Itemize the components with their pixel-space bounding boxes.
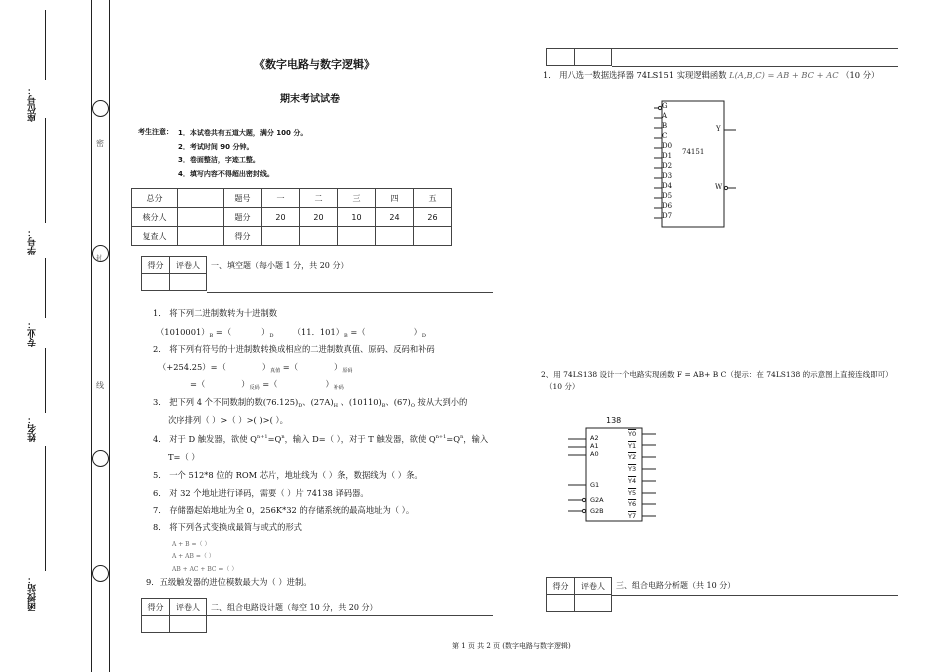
question-3 xyxy=(153,396,467,409)
q2a-close2: ） xyxy=(334,362,343,372)
question-5: 5． 一个 512*8 位的 ROM 芯片，地址线为（ ）条，数据线为（ ）条。 xyxy=(153,470,423,480)
table-row xyxy=(132,189,452,208)
table-cell: 五 xyxy=(414,189,452,208)
chip-138-g2a: G2A xyxy=(590,496,604,504)
q2b-text: =（ xyxy=(190,379,206,389)
table-cell: 总分 xyxy=(132,189,178,208)
pin-label: D3 xyxy=(662,172,673,180)
question-6: 6． 对 32 个地址进行译码，需要（ ）片 74138 译码器。 xyxy=(153,488,369,498)
grader-name-label: 评卷人 xyxy=(575,578,612,595)
table-cell: 20 xyxy=(300,208,338,227)
grader-box-1 xyxy=(141,256,207,291)
q2a-text: （+254.25）=（ xyxy=(158,362,226,372)
table-cell[interactable] xyxy=(262,227,300,246)
q4-e: ，输入 xyxy=(463,434,489,444)
table-cell: 核分人 xyxy=(132,208,178,227)
q4-sup2: n xyxy=(281,434,285,441)
q1b-d: D xyxy=(421,333,426,339)
q4-sup1: n+1 xyxy=(256,434,268,441)
question-4 xyxy=(153,433,488,445)
chip-74151-output-w: W xyxy=(715,183,723,191)
seal-char-feng: 封 xyxy=(96,255,103,262)
pin-label: A0 xyxy=(590,450,599,458)
q1a-d: D xyxy=(269,333,274,339)
chip-138-addr-inputs xyxy=(590,434,599,458)
notice-list xyxy=(178,127,307,181)
grader-name-cell[interactable] xyxy=(170,616,207,633)
q2a-eq2: =（ xyxy=(282,362,299,372)
question-8b xyxy=(172,551,215,560)
name-label: 姓名： xyxy=(28,415,38,442)
pin-label: D1 xyxy=(662,152,673,160)
grader-score-cell[interactable] xyxy=(142,274,170,291)
page-footer: 第 1 页 共 2 页 (数字电路与数字逻辑) xyxy=(452,642,571,650)
q2a-close: ） xyxy=(261,362,271,372)
q2b-eq2: =（ xyxy=(262,379,278,389)
grader-name-label: 评卷人 xyxy=(170,599,207,616)
grader-score-label: 得分 xyxy=(547,578,575,595)
grader-box-2 xyxy=(141,598,207,633)
binding-hole-4 xyxy=(92,565,109,582)
pin-label: Y5 xyxy=(628,488,637,497)
pin-label: D2 xyxy=(662,162,673,170)
pin-label: D6 xyxy=(662,202,673,210)
section1-title: 一、填空题（每小题 1 分，共 20 分） xyxy=(211,261,349,270)
notice-item: 3．卷面整洁，字迹工整。 xyxy=(178,156,260,164)
table-cell[interactable] xyxy=(178,208,224,227)
table-cell[interactable] xyxy=(338,227,376,246)
q2b-close: ） xyxy=(241,379,250,389)
section2-title: 二、组合电路设计题（每空 10 分，共 20 分） xyxy=(211,603,378,612)
pin-label: A xyxy=(662,112,668,120)
grader-name-cell[interactable] xyxy=(170,274,207,291)
question-8c xyxy=(172,564,237,573)
pin-label: Y7 xyxy=(628,511,637,520)
q3-text: 3． 把下列 4 个不同数制的数(76.125) xyxy=(153,397,299,407)
pin-label: C xyxy=(662,132,668,140)
grader-name-label: 评卷人 xyxy=(170,257,207,274)
table-cell: 10 xyxy=(338,208,376,227)
question-1-parts xyxy=(156,326,426,339)
notice-item: 1．本试卷共有五道大题，满分 100 分。 xyxy=(178,129,308,137)
q8b-expr: A + AB = xyxy=(172,553,201,560)
question-2-line2 xyxy=(190,378,344,391)
s2q1-formula: L(A,B,C) = AB + BC + AC xyxy=(729,70,839,80)
section2-question-2: 2、用 74LS138 设计一个电路实现函数 F = AB+ B C（提示：在 74LS138 的示意图上直接连线即可） xyxy=(541,370,893,379)
q1b-close: ） xyxy=(413,327,422,337)
pin-label: B xyxy=(662,122,668,130)
student-id-label: 学号： xyxy=(28,228,38,255)
q1b-text: （11．101） xyxy=(292,327,345,337)
chip-138-name: 138 xyxy=(606,416,622,425)
q3-e: 按从大到小的 xyxy=(414,397,468,407)
section2-rule xyxy=(207,615,493,616)
question-3-line2: 次序排列（ ）>（ ）>( )>( ）。 xyxy=(168,415,288,425)
section3-title: 三、组合电路分析题（共 10 分） xyxy=(616,581,736,590)
q3-d: 、(67) xyxy=(385,397,411,407)
question-8: 8． 将下列各式变换成最简与或式的形式 xyxy=(153,522,302,532)
question-8a xyxy=(172,539,210,548)
q2a-s2: 原码 xyxy=(342,368,353,374)
pin-label: Y2 xyxy=(628,453,637,462)
grader-box-3 xyxy=(546,577,612,612)
grader-score-cell[interactable] xyxy=(547,595,575,612)
q2b-close2: ） xyxy=(325,379,334,389)
pin-label: A1 xyxy=(590,442,599,450)
table-cell: 复查人 xyxy=(132,227,178,246)
seat-number-label: 座位号： xyxy=(28,86,38,122)
binding-hole-3 xyxy=(92,450,109,467)
pin-label: Y4 xyxy=(628,476,637,485)
table-cell: 四 xyxy=(376,189,414,208)
pin-label: D7 xyxy=(662,212,673,220)
table-cell: 26 xyxy=(414,208,452,227)
q2a-s1: 真值 xyxy=(270,368,281,374)
q4-c: ，输入 D=（ ），对于 T 触发器，欲使 Q xyxy=(284,434,436,444)
q4-sup3: n+1 xyxy=(435,434,447,441)
q8a-blank: （ ） xyxy=(196,541,211,548)
table-row xyxy=(132,208,452,227)
section1-rule xyxy=(207,292,493,293)
question-2: 2． 将下列有符号的十进制数转换成相应的二进制数真值、原码、反码和补码 xyxy=(153,344,435,354)
exam-title: 《数字电路与数字逻辑》 xyxy=(254,58,375,71)
q4-b: =Q xyxy=(267,434,282,444)
table-cell: 题号 xyxy=(224,189,262,208)
table-cell: 一 xyxy=(262,189,300,208)
q3-s3: B xyxy=(381,403,386,409)
question-9: 9．五级触发器的进位模数最大为（ ）进制。 xyxy=(146,577,312,587)
table-cell[interactable] xyxy=(376,227,414,246)
table-cell: 得分 xyxy=(224,227,262,246)
notice-label: 考生注意： xyxy=(138,128,173,136)
grader-score-cell[interactable] xyxy=(142,616,170,633)
seal-char-xian: 线 xyxy=(96,381,104,390)
q1a-text: （1010001） xyxy=(156,327,210,337)
section3-rule xyxy=(612,595,898,596)
q3-b: 、(27A) xyxy=(302,397,334,407)
table-cell: 24 xyxy=(376,208,414,227)
pin-label: D4 xyxy=(662,182,673,190)
chip-74151-diagram xyxy=(640,100,760,230)
pin-label: Y6 xyxy=(628,500,637,509)
q3-s2: H xyxy=(333,403,338,409)
study-center-label: 函授站： xyxy=(28,575,38,611)
major-label: 专业： xyxy=(28,320,38,347)
q4-sup4: n xyxy=(460,434,464,441)
section2-question-2-points: （10 分） xyxy=(545,382,580,391)
pin-label: Y3 xyxy=(628,465,637,474)
table-cell: 三 xyxy=(338,189,376,208)
q8c-expr: AB + AC + BC = xyxy=(172,566,224,573)
notice-item: 4．填写内容不得超出密封线。 xyxy=(178,169,274,178)
q8a-expr: A + B = xyxy=(172,541,197,548)
q2b-s2: 补码 xyxy=(333,385,344,391)
q1a-close: ） xyxy=(261,327,270,337)
notice-item: 2．考试时间 90 分钟。 xyxy=(178,142,254,151)
table-cell: 题分 xyxy=(224,208,262,227)
chip-74151-output-y: Y xyxy=(716,125,721,133)
grader-name-cell[interactable] xyxy=(575,595,612,612)
q4-text: 4． 对于 D 触发器，欲使 Q xyxy=(153,434,257,444)
seal-char-mi: 密 xyxy=(96,139,104,148)
q3-c: 、(10110) xyxy=(337,397,382,407)
top-rule-2 xyxy=(612,66,898,67)
q1a-eq: =（ xyxy=(215,327,232,337)
q3-s1: D xyxy=(298,403,303,409)
q3-s4: O xyxy=(410,403,415,409)
table-cell[interactable] xyxy=(178,189,224,208)
s2q1-text: 1． 用八选一数据选择器 74LS151 实现逻辑函数 xyxy=(543,70,727,80)
question-2-line1 xyxy=(158,361,352,374)
pin-label: Y1 xyxy=(628,441,637,450)
pin-label: G xyxy=(662,102,668,110)
table-cell: 二 xyxy=(300,189,338,208)
q8c-blank: （ ） xyxy=(223,566,238,573)
table-cell: 20 xyxy=(262,208,300,227)
section2-question-1 xyxy=(543,69,879,81)
grader-name-cell[interactable] xyxy=(575,49,612,66)
pin-label: Y0 xyxy=(628,430,637,438)
table-cell[interactable] xyxy=(178,227,224,246)
score-table xyxy=(131,188,452,246)
s2q1-points: （10 分） xyxy=(841,70,880,80)
table-cell[interactable] xyxy=(414,227,452,246)
chip-138-outputs xyxy=(628,429,636,523)
q2b-s1: 反码 xyxy=(249,385,260,391)
pin-label: D0 xyxy=(662,142,673,150)
pin-label: A2 xyxy=(590,434,599,442)
table-row xyxy=(132,227,452,246)
question-7: 7． 存储器起始地址为全 0，256K*32 的存储系统的最高地址为（ ）。 xyxy=(153,505,415,515)
grader-score-label: 得分 xyxy=(142,257,170,274)
q8b-blank: （ ） xyxy=(200,553,215,560)
exam-subtitle: 期末考试试卷 xyxy=(280,94,340,105)
chip-74151-name: 74151 xyxy=(682,148,705,156)
question-1: 1． 将下列二进制数转为十进制数 xyxy=(153,308,278,318)
q4-d: =Q xyxy=(446,434,461,444)
grader-score-label: 得分 xyxy=(142,599,170,616)
pin-label: D5 xyxy=(662,192,673,200)
q1b-sub: B xyxy=(344,333,348,339)
chip-138-g2b: G2B xyxy=(590,507,604,515)
grader-box-top xyxy=(546,48,612,66)
chip-138-diagram xyxy=(566,427,666,523)
chip-138-g1: G1 xyxy=(590,481,600,489)
question-4-line2: T=（ ） xyxy=(168,452,200,462)
q1b-eq: =（ xyxy=(350,327,366,337)
table-cell[interactable] xyxy=(300,227,338,246)
q1a-sub: B xyxy=(209,333,214,339)
top-rule-1 xyxy=(612,48,898,49)
chip-74151-inputs xyxy=(662,101,672,221)
binding-hole-1 xyxy=(92,100,109,117)
grader-score-cell[interactable] xyxy=(547,49,575,66)
